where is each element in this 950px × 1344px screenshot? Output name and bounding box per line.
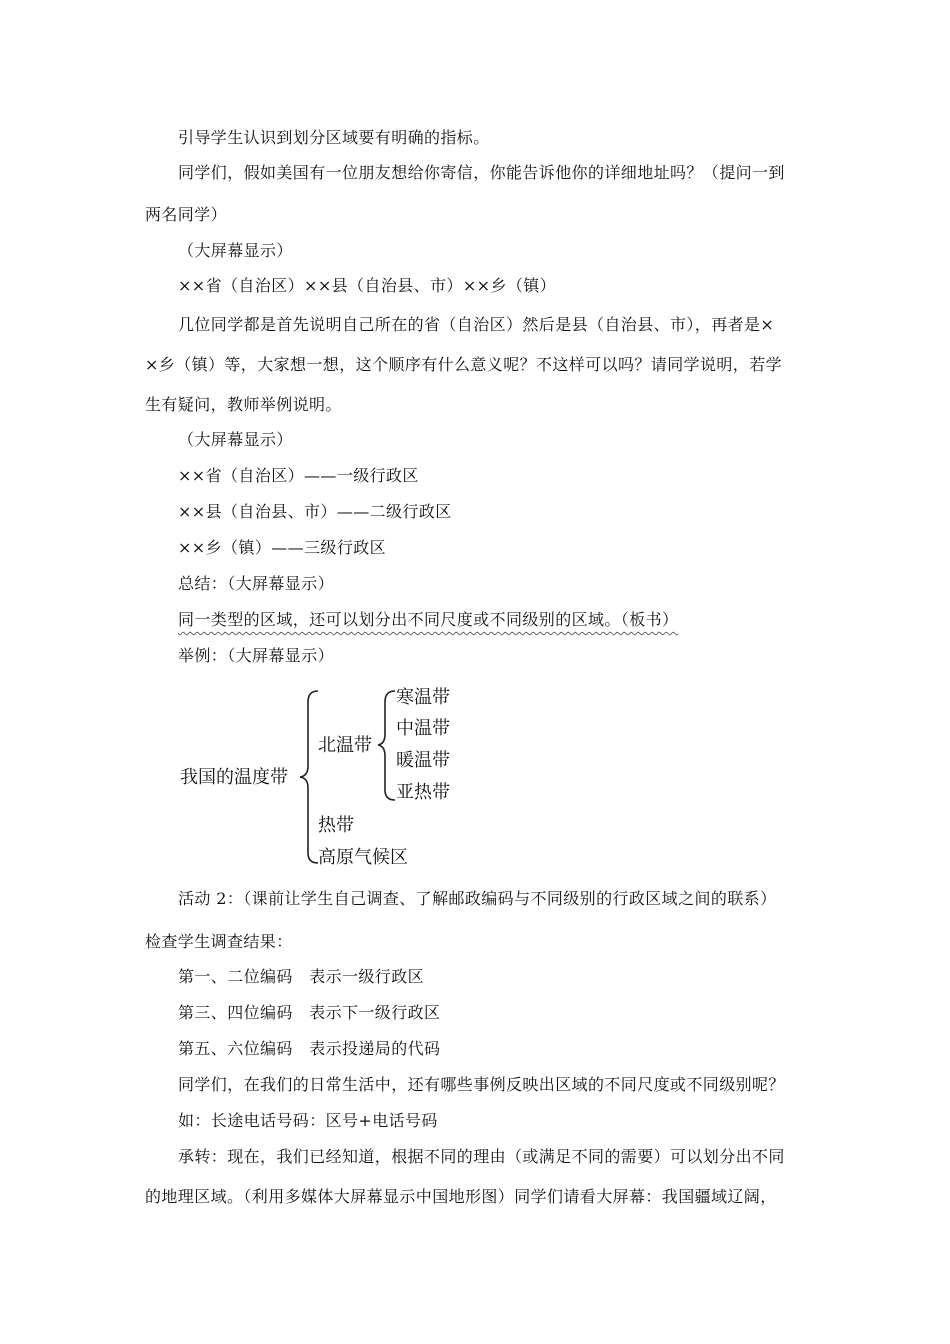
paragraph-line: 引导学生认识到划分区域要有明确的指标。 xyxy=(178,128,490,147)
paragraph-line: ××省（自治区）××县（自治县、市）××乡（镇） xyxy=(178,276,557,295)
paragraph-line: 两名同学） xyxy=(145,205,228,224)
paragraph-line: 第五、六位编码 表示投递局的代码 xyxy=(178,1039,441,1058)
paragraph-line: 承转：现在，我们已经知道，根据不同的理由（或满足不同的需要）可以划分出不同 xyxy=(178,1147,785,1166)
paragraph-line: ×乡（镇）等，大家想一想，这个顺序有什么意义呢？不这样可以吗？请同学说明，若学 xyxy=(145,355,783,374)
main-brace xyxy=(300,691,318,863)
paragraph-line: 举例：（大屏幕显示） xyxy=(178,646,335,665)
paragraph-line: 几位同学都是首先说明自己所在的省（自治区）然后是县（自治县、市），再者是× xyxy=(178,315,775,334)
paragraph-line: （大屏幕显示） xyxy=(178,430,293,449)
diagram-sub-label: 暖温带 xyxy=(396,750,450,771)
paragraph-line: 同学们，在我们的日常生活中，还有哪些事例反映出区域的不同尺度或不同级别呢？ xyxy=(178,1075,785,1094)
diagram-sub-label: 中温带 xyxy=(396,718,450,739)
paragraph-line: 第一、二位编码 表示一级行政区 xyxy=(178,967,425,986)
paragraph-line: 生有疑问，教师举例说明。 xyxy=(145,395,342,414)
paragraph-line: ××县（自治县、市）——二级行政区 xyxy=(178,502,452,521)
diagram-sub-label: 亚热带 xyxy=(396,782,450,803)
diagram-branch-label: 北温带 xyxy=(318,735,372,756)
diagram-other-label: 高原气候区 xyxy=(318,847,408,868)
paragraph-line: 检查学生调查结果： xyxy=(145,932,293,951)
paragraph-line: 同学们，假如美国有一位朋友想给你寄信，你能告诉他你的详细地址吗？（提问一到 xyxy=(178,163,785,182)
paragraph-line: （大屏幕显示） xyxy=(178,241,293,260)
paragraph-line: 总结：（大屏幕显示） xyxy=(178,574,335,593)
paragraph-line: 活动 2：（课前让学生自己调查、了解邮政编码与不同级别的行政区域之间的联系） xyxy=(178,889,777,908)
paragraph-line: ××乡（镇）——三级行政区 xyxy=(178,538,387,557)
diagram-sub-label: 寒温带 xyxy=(396,687,450,708)
diagram-root-label: 我国的温度带 xyxy=(180,767,288,788)
sub-brace xyxy=(378,691,395,800)
paragraph-line: 如：长途电话号码：区号+电话号码 xyxy=(178,1111,438,1130)
paragraph-line: 第三、四位编码 表示下一级行政区 xyxy=(178,1003,441,1022)
diagram-other-label: 热带 xyxy=(318,815,354,836)
paragraph-line: ××省（自治区）——一级行政区 xyxy=(178,466,419,485)
paragraph-line: 的地理区域。（利用多媒体大屏幕显示中国地形图）同学们请看大屏幕：我国疆域辽阔， xyxy=(145,1187,777,1206)
board-note-line: 同一类型的区域，还可以划分出不同尺度或不同级别的区域。（板书） xyxy=(178,610,679,629)
